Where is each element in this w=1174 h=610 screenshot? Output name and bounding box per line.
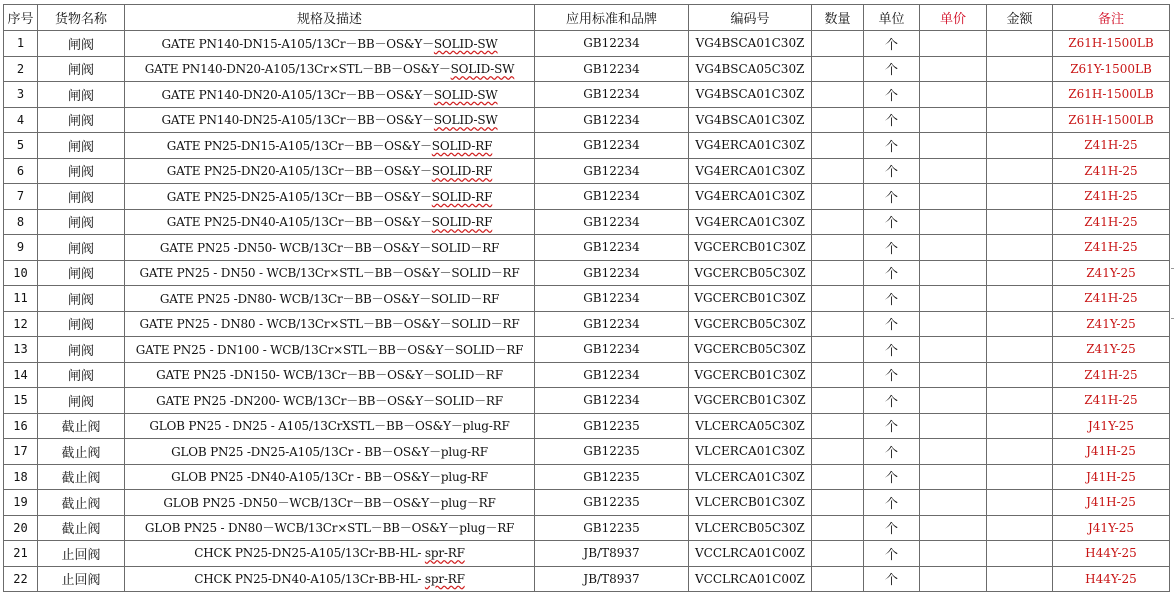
cell-price[interactable] bbox=[920, 413, 987, 439]
cell-price[interactable] bbox=[920, 311, 987, 337]
cell-spec[interactable] bbox=[125, 260, 535, 286]
cell-seq[interactable]: 17 bbox=[4, 439, 38, 465]
table-row bbox=[4, 566, 1170, 592]
cell-price[interactable] bbox=[920, 209, 987, 235]
cell-name[interactable]: 闸阀 bbox=[38, 362, 125, 388]
cell-remark[interactable]: Z61H-1500LB bbox=[1053, 31, 1170, 57]
cell-qty[interactable] bbox=[812, 286, 864, 312]
spec-text: CHCK PN25-DN40-A105/13Cr-BB-HL- bbox=[194, 571, 425, 586]
cell-amount[interactable] bbox=[987, 311, 1053, 337]
cell-remark[interactable]: J41H-25 bbox=[1053, 464, 1170, 490]
cell-std[interactable]: GB12234 bbox=[535, 388, 689, 414]
cell-remark[interactable]: H44Y-25 bbox=[1053, 541, 1170, 567]
cell-remark[interactable]: J41H-25 bbox=[1053, 490, 1170, 516]
cell-code[interactable]: VG4BSCA01C30Z bbox=[689, 107, 812, 133]
cell-code[interactable]: VG4BSCA05C30Z bbox=[689, 56, 812, 82]
cell-price[interactable] bbox=[920, 515, 987, 541]
cell-code[interactable]: VCCLRCA01C00Z bbox=[689, 541, 812, 567]
cell-name[interactable]: 闸阀 bbox=[38, 56, 125, 82]
spec-text: GATE PN140-DN20-A105/13Cr－BB－OS&Y－ bbox=[161, 87, 434, 102]
cell-seq[interactable]: 15 bbox=[4, 388, 38, 414]
header-std[interactable]: 应用标准和品牌 bbox=[535, 5, 689, 31]
cell-price[interactable] bbox=[920, 286, 987, 312]
cell-std[interactable]: GB12234 bbox=[535, 184, 689, 210]
cell-spec[interactable] bbox=[125, 388, 535, 414]
spec-text: GLOB PN25 -DN25-A105/13Cr - BB－OS&Y－plug-RF bbox=[171, 444, 488, 459]
cell-spec[interactable] bbox=[125, 133, 535, 159]
cell-std[interactable]: GB12234 bbox=[535, 56, 689, 82]
cell-name[interactable]: 止回阀 bbox=[38, 541, 125, 567]
cell-code[interactable]: VLCERCA05C30Z bbox=[689, 413, 812, 439]
cell-price[interactable] bbox=[920, 235, 987, 261]
cell-spec[interactable] bbox=[125, 158, 535, 184]
cell-remark[interactable]: Z41H-25 bbox=[1053, 362, 1170, 388]
cell-unit[interactable]: 个 bbox=[864, 566, 920, 592]
cell-qty[interactable] bbox=[812, 388, 864, 414]
cell-seq[interactable]: 13 bbox=[4, 337, 38, 363]
cell-std[interactable]: GB12234 bbox=[535, 82, 689, 108]
cell-seq[interactable]: 7 bbox=[4, 184, 38, 210]
cell-code[interactable]: VCCLRCA01C00Z bbox=[689, 566, 812, 592]
cell-price[interactable] bbox=[920, 56, 987, 82]
spec-spellcheck-text: spr-RF bbox=[424, 546, 465, 561]
spec-spellcheck-text: spr-RF bbox=[424, 571, 465, 586]
cell-seq[interactable]: 5 bbox=[4, 133, 38, 159]
cell-amount[interactable] bbox=[987, 490, 1053, 516]
cell-code[interactable]: VLCERCB05C30Z bbox=[689, 515, 812, 541]
cell-price[interactable] bbox=[920, 107, 987, 133]
cell-price[interactable] bbox=[920, 133, 987, 159]
cell-amount[interactable] bbox=[987, 107, 1053, 133]
cell-code[interactable]: VG4BSCA01C30Z bbox=[689, 31, 812, 57]
cell-std[interactable]: GB12234 bbox=[535, 337, 689, 363]
cell-amount[interactable] bbox=[987, 184, 1053, 210]
cell-qty[interactable] bbox=[812, 184, 864, 210]
table-row bbox=[4, 286, 1170, 312]
cell-remark[interactable]: Z41Y-25 bbox=[1053, 311, 1170, 337]
spec-text: GATE PN25-DN15-A105/13Cr－BB－OS&Y－ bbox=[166, 138, 432, 153]
cell-name[interactable]: 截止阀 bbox=[38, 464, 125, 490]
cell-name[interactable]: 闸阀 bbox=[38, 184, 125, 210]
cell-spec[interactable] bbox=[125, 311, 535, 337]
cell-unit[interactable]: 个 bbox=[864, 388, 920, 414]
cell-std[interactable]: GB12235 bbox=[535, 490, 689, 516]
cell-qty[interactable] bbox=[812, 209, 864, 235]
cell-remark[interactable]: Z41H-25 bbox=[1053, 209, 1170, 235]
header-remark[interactable]: 备注 bbox=[1053, 5, 1170, 31]
spec-text: GATE PN25 -DN80- WCB/13Cr－BB－OS&Y－SOLID－RF bbox=[159, 291, 500, 306]
spec-text: GATE PN25 - DN50 - WCB/13Cr×STL－BB－OS&Y－SOLID－RF bbox=[139, 266, 520, 281]
cell-amount[interactable] bbox=[987, 209, 1053, 235]
cell-spec[interactable] bbox=[125, 184, 535, 210]
cell-spec[interactable] bbox=[125, 82, 535, 108]
header-qty[interactable]: 数量 bbox=[812, 5, 864, 31]
cell-amount[interactable] bbox=[987, 82, 1053, 108]
cell-qty[interactable] bbox=[812, 311, 864, 337]
cell-seq[interactable]: 9 bbox=[4, 235, 38, 261]
cell-qty[interactable] bbox=[812, 260, 864, 286]
cell-remark[interactable]: Z41H-25 bbox=[1053, 388, 1170, 414]
cell-spec[interactable] bbox=[125, 56, 535, 82]
table-row bbox=[4, 515, 1170, 541]
cell-spec[interactable] bbox=[125, 235, 535, 261]
cell-code[interactable]: VLCERCB01C30Z bbox=[689, 490, 812, 516]
spec-text: GLOB PN25 -DN50－WCB/13Cr－BB－OS&Y－plug－RF bbox=[163, 495, 496, 510]
cell-remark[interactable]: H44Y-25 bbox=[1053, 566, 1170, 592]
cell-qty[interactable] bbox=[812, 439, 864, 465]
cell-price[interactable] bbox=[920, 362, 987, 388]
cell-price[interactable] bbox=[920, 158, 987, 184]
cell-unit[interactable]: 个 bbox=[864, 31, 920, 57]
cell-code[interactable]: VGCERCB01C30Z bbox=[689, 235, 812, 261]
cell-qty[interactable] bbox=[812, 464, 864, 490]
cell-std[interactable]: GB12235 bbox=[535, 515, 689, 541]
cell-qty[interactable] bbox=[812, 337, 864, 363]
cell-remark[interactable]: J41Y-25 bbox=[1053, 413, 1170, 439]
cell-spec[interactable] bbox=[125, 490, 535, 516]
cell-spec[interactable] bbox=[125, 107, 535, 133]
cell-code[interactable]: VGCERCB01C30Z bbox=[689, 362, 812, 388]
spec-text: GATE PN25 -DN150- WCB/13Cr－BB－OS&Y－SOLID－RF bbox=[156, 368, 503, 383]
cell-code[interactable]: VGCERCB01C30Z bbox=[689, 388, 812, 414]
cell-name[interactable]: 截止阀 bbox=[38, 515, 125, 541]
cell-spec[interactable] bbox=[125, 31, 535, 57]
cell-std[interactable]: GB12234 bbox=[535, 133, 689, 159]
cell-seq[interactable]: 14 bbox=[4, 362, 38, 388]
cell-spec[interactable] bbox=[125, 413, 535, 439]
spec-text: GATE PN25-DN20-A105/13Cr－BB－OS&Y－ bbox=[166, 164, 432, 179]
spec-text: CHCK PN25-DN25-A105/13Cr-BB-HL- bbox=[194, 546, 425, 561]
cell-std[interactable]: JB/T8937 bbox=[535, 541, 689, 567]
cell-amount[interactable] bbox=[987, 235, 1053, 261]
header-name[interactable]: 货物名称 bbox=[38, 5, 125, 31]
cell-amount[interactable] bbox=[987, 541, 1053, 567]
spec-text: GLOB PN25 - DN25 - A105/13CrXSTL－BB－OS&Y－plug-RF bbox=[149, 419, 510, 434]
table-row bbox=[4, 337, 1170, 363]
cell-name[interactable]: 闸阀 bbox=[38, 235, 125, 261]
cell-seq[interactable]: 8 bbox=[4, 209, 38, 235]
table-row bbox=[4, 209, 1170, 235]
cell-qty[interactable] bbox=[812, 133, 864, 159]
cell-spec[interactable] bbox=[125, 515, 535, 541]
cell-unit[interactable]: 个 bbox=[864, 439, 920, 465]
cell-unit[interactable]: 个 bbox=[864, 362, 920, 388]
cell-price[interactable] bbox=[920, 439, 987, 465]
cell-unit[interactable]: 个 bbox=[864, 158, 920, 184]
cell-amount[interactable] bbox=[987, 133, 1053, 159]
spec-text: GATE PN25 - DN80 - WCB/13Cr×STL－BB－OS&Y－SOLID－RF bbox=[139, 317, 520, 332]
cell-price[interactable] bbox=[920, 490, 987, 516]
cell-amount[interactable] bbox=[987, 515, 1053, 541]
cell-remark[interactable]: Z41H-25 bbox=[1053, 158, 1170, 184]
cell-std[interactable]: GB12234 bbox=[535, 311, 689, 337]
cell-unit[interactable]: 个 bbox=[864, 209, 920, 235]
cell-remark[interactable]: Z41Y-25 bbox=[1053, 337, 1170, 363]
spec-spellcheck-text: SOLID-SW bbox=[433, 87, 498, 102]
cell-amount[interactable] bbox=[987, 464, 1053, 490]
cell-std[interactable]: GB12235 bbox=[535, 439, 689, 465]
cell-seq[interactable]: 19 bbox=[4, 490, 38, 516]
table-row bbox=[4, 541, 1170, 567]
cell-code[interactable]: VG4BSCA01C30Z bbox=[689, 82, 812, 108]
cell-remark[interactable]: Z61H-1500LB bbox=[1053, 82, 1170, 108]
cell-name[interactable]: 闸阀 bbox=[38, 286, 125, 312]
spec-text: GLOB PN25 -DN40-A105/13Cr - BB－OS&Y－plug-RF bbox=[171, 470, 488, 485]
cell-unit[interactable]: 个 bbox=[864, 56, 920, 82]
cell-code[interactable]: VG4ERCA01C30Z bbox=[689, 158, 812, 184]
table-row bbox=[4, 107, 1170, 133]
cell-spec[interactable] bbox=[125, 566, 535, 592]
cell-name[interactable]: 闸阀 bbox=[38, 158, 125, 184]
cell-qty[interactable] bbox=[812, 82, 864, 108]
cell-unit[interactable]: 个 bbox=[864, 490, 920, 516]
cell-remark[interactable]: J41H-25 bbox=[1053, 439, 1170, 465]
cell-amount[interactable] bbox=[987, 56, 1053, 82]
spec-text: GATE PN140-DN15-A105/13Cr－BB－OS&Y－ bbox=[161, 36, 434, 51]
cell-std[interactable]: GB12234 bbox=[535, 31, 689, 57]
spec-text: GATE PN25 -DN200- WCB/13Cr－BB－OS&Y－SOLID－RF bbox=[156, 393, 503, 408]
cell-price[interactable] bbox=[920, 541, 987, 567]
spec-text: GATE PN25 -DN50- WCB/13Cr－BB－OS&Y－SOLID－RF bbox=[159, 240, 500, 255]
table-row bbox=[4, 31, 1170, 57]
cell-unit[interactable]: 个 bbox=[864, 311, 920, 337]
cell-unit[interactable]: 个 bbox=[864, 184, 920, 210]
cell-price[interactable] bbox=[920, 82, 987, 108]
header-spec[interactable]: 规格及描述 bbox=[125, 5, 535, 31]
cell-seq[interactable]: 10 bbox=[4, 260, 38, 286]
table-row bbox=[4, 388, 1170, 414]
cell-seq[interactable]: 2 bbox=[4, 56, 38, 82]
cell-spec[interactable] bbox=[125, 439, 535, 465]
cell-code[interactable]: VG4ERCA01C30Z bbox=[689, 133, 812, 159]
cell-qty[interactable] bbox=[812, 541, 864, 567]
table-row bbox=[4, 260, 1170, 286]
cell-spec[interactable] bbox=[125, 337, 535, 363]
spec-text: GATE PN140-DN20-A105/13Cr×STL－BB－OS&Y－ bbox=[144, 62, 451, 77]
cell-name[interactable]: 闸阀 bbox=[38, 337, 125, 363]
cell-unit[interactable]: 个 bbox=[864, 133, 920, 159]
cell-unit[interactable]: 个 bbox=[864, 541, 920, 567]
cell-name[interactable]: 闸阀 bbox=[38, 133, 125, 159]
cell-name[interactable]: 截止阀 bbox=[38, 413, 125, 439]
cell-name[interactable]: 闸阀 bbox=[38, 388, 125, 414]
spec-spellcheck-text: SOLID-SW bbox=[450, 62, 515, 77]
cell-remark[interactable]: Z41H-25 bbox=[1053, 235, 1170, 261]
spec-spellcheck-text: SOLID-RF bbox=[431, 189, 493, 204]
cell-amount[interactable] bbox=[987, 286, 1053, 312]
cell-remark[interactable]: J41Y-25 bbox=[1053, 515, 1170, 541]
header-seq[interactable]: 序号 bbox=[4, 5, 38, 31]
cell-price[interactable] bbox=[920, 31, 987, 57]
cell-code[interactable]: VG4ERCA01C30Z bbox=[689, 184, 812, 210]
cell-amount[interactable] bbox=[987, 158, 1053, 184]
table-row bbox=[4, 184, 1170, 210]
cell-name[interactable]: 闸阀 bbox=[38, 311, 125, 337]
cell-std[interactable]: GB12234 bbox=[535, 362, 689, 388]
cell-amount[interactable] bbox=[987, 439, 1053, 465]
cell-spec[interactable] bbox=[125, 541, 535, 567]
cell-qty[interactable] bbox=[812, 413, 864, 439]
cell-code[interactable]: VLCERCA01C30Z bbox=[689, 439, 812, 465]
cell-remark[interactable]: Z41H-25 bbox=[1053, 133, 1170, 159]
cell-seq[interactable]: 20 bbox=[4, 515, 38, 541]
cell-std[interactable]: GB12234 bbox=[535, 235, 689, 261]
cell-unit[interactable]: 个 bbox=[864, 464, 920, 490]
cell-seq[interactable]: 21 bbox=[4, 541, 38, 567]
cell-remark[interactable]: Z41H-25 bbox=[1053, 286, 1170, 312]
spec-spellcheck-text: SOLID-SW bbox=[433, 113, 498, 128]
cell-unit[interactable]: 个 bbox=[864, 286, 920, 312]
spec-spellcheck-text: SOLID-RF bbox=[431, 164, 493, 179]
spec-text: GATE PN140-DN25-A105/13Cr－BB－OS&Y－ bbox=[161, 113, 434, 128]
cell-seq[interactable]: 1 bbox=[4, 31, 38, 57]
cell-name[interactable]: 截止阀 bbox=[38, 490, 125, 516]
header-price[interactable]: 单价 bbox=[920, 5, 987, 31]
cell-amount[interactable] bbox=[987, 337, 1053, 363]
cell-seq[interactable]: 12 bbox=[4, 311, 38, 337]
cell-qty[interactable] bbox=[812, 158, 864, 184]
cell-qty[interactable] bbox=[812, 490, 864, 516]
header-row bbox=[4, 5, 1170, 31]
cell-seq[interactable]: 6 bbox=[4, 158, 38, 184]
cell-price[interactable] bbox=[920, 388, 987, 414]
cell-qty[interactable] bbox=[812, 31, 864, 57]
cell-price[interactable] bbox=[920, 184, 987, 210]
cell-unit[interactable]: 个 bbox=[864, 413, 920, 439]
cell-seq[interactable]: 18 bbox=[4, 464, 38, 490]
cell-seq[interactable]: 11 bbox=[4, 286, 38, 312]
cell-name[interactable]: 闸阀 bbox=[38, 209, 125, 235]
cell-std[interactable]: GB12234 bbox=[535, 209, 689, 235]
cell-std[interactable]: GB12234 bbox=[535, 158, 689, 184]
table-row bbox=[4, 490, 1170, 516]
header-code[interactable]: 编码号 bbox=[689, 5, 812, 31]
spec-text: GLOB PN25 - DN80－WCB/13Cr×STL－BB－OS&Y－plug－RF bbox=[144, 521, 515, 536]
cell-seq[interactable]: 4 bbox=[4, 107, 38, 133]
spec-spellcheck-text: SOLID-RF bbox=[431, 138, 493, 153]
table-row bbox=[4, 235, 1170, 261]
cell-unit[interactable]: 个 bbox=[864, 515, 920, 541]
header-amount[interactable]: 金额 bbox=[987, 5, 1053, 31]
cell-unit[interactable]: 个 bbox=[864, 235, 920, 261]
table-row bbox=[4, 464, 1170, 490]
cell-name[interactable]: 闸阀 bbox=[38, 31, 125, 57]
cell-std[interactable]: GB12234 bbox=[535, 286, 689, 312]
cell-unit[interactable]: 个 bbox=[864, 260, 920, 286]
cell-amount[interactable] bbox=[987, 566, 1053, 592]
table-row bbox=[4, 82, 1170, 108]
cell-price[interactable] bbox=[920, 260, 987, 286]
cell-qty[interactable] bbox=[812, 566, 864, 592]
table-row bbox=[4, 362, 1170, 388]
cell-name[interactable]: 止回阀 bbox=[38, 566, 125, 592]
cell-price[interactable] bbox=[920, 464, 987, 490]
cell-qty[interactable] bbox=[812, 515, 864, 541]
cell-amount[interactable] bbox=[987, 362, 1053, 388]
spec-text: GATE PN25 - DN100 - WCB/13Cr×STL－BB－OS&Y－SOLID－RF bbox=[135, 342, 524, 357]
cell-name[interactable]: 闸阀 bbox=[38, 107, 125, 133]
cell-std[interactable]: JB/T8937 bbox=[535, 566, 689, 592]
cell-price[interactable] bbox=[920, 337, 987, 363]
cell-price[interactable] bbox=[920, 566, 987, 592]
cell-amount[interactable] bbox=[987, 260, 1053, 286]
table-row bbox=[4, 56, 1170, 82]
cell-amount[interactable] bbox=[987, 388, 1053, 414]
cell-name[interactable]: 截止阀 bbox=[38, 439, 125, 465]
spec-text: GATE PN25-DN40-A105/13Cr－BB－OS&Y－ bbox=[166, 215, 432, 230]
table-row bbox=[4, 133, 1170, 159]
cell-std[interactable]: GB12235 bbox=[535, 464, 689, 490]
cell-code[interactable]: VGCERCB05C30Z bbox=[689, 337, 812, 363]
spec-spellcheck-text: SOLID-SW bbox=[433, 36, 498, 51]
table-row bbox=[4, 413, 1170, 439]
cell-code[interactable]: VLCERCA01C30Z bbox=[689, 464, 812, 490]
cell-qty[interactable] bbox=[812, 107, 864, 133]
cell-std[interactable]: GB12234 bbox=[535, 260, 689, 286]
spec-spellcheck-text: SOLID-RF bbox=[431, 215, 493, 230]
cell-unit[interactable]: 个 bbox=[864, 82, 920, 108]
table-row bbox=[4, 311, 1170, 337]
cell-qty[interactable] bbox=[812, 56, 864, 82]
table-row bbox=[4, 439, 1170, 465]
cell-seq[interactable]: 16 bbox=[4, 413, 38, 439]
valve-spec-table bbox=[3, 4, 1170, 592]
cell-name[interactable]: 闸阀 bbox=[38, 260, 125, 286]
cell-code[interactable]: VGCERCB05C30Z bbox=[689, 311, 812, 337]
header-unit[interactable]: 单位 bbox=[864, 5, 920, 31]
cell-code[interactable]: VGCERCB01C30Z bbox=[689, 286, 812, 312]
cell-seq[interactable]: 3 bbox=[4, 82, 38, 108]
cell-std[interactable]: GB12234 bbox=[535, 107, 689, 133]
cell-amount[interactable] bbox=[987, 413, 1053, 439]
table-row bbox=[4, 158, 1170, 184]
cell-seq[interactable]: 22 bbox=[4, 566, 38, 592]
cell-remark[interactable]: Z41H-25 bbox=[1053, 184, 1170, 210]
cell-remark[interactable]: Z41Y-25 bbox=[1053, 260, 1170, 286]
cell-qty[interactable] bbox=[812, 362, 864, 388]
cell-spec[interactable] bbox=[125, 209, 535, 235]
cell-unit[interactable]: 个 bbox=[864, 107, 920, 133]
cell-unit[interactable]: 个 bbox=[864, 337, 920, 363]
cell-qty[interactable] bbox=[812, 235, 864, 261]
cell-remark[interactable]: Z61Y-1500LB bbox=[1053, 56, 1170, 82]
cell-name[interactable]: 闸阀 bbox=[38, 82, 125, 108]
cell-remark[interactable]: Z61H-1500LB bbox=[1053, 107, 1170, 133]
cell-spec[interactable] bbox=[125, 286, 535, 312]
cell-code[interactable]: VG4ERCA01C30Z bbox=[689, 209, 812, 235]
cell-spec[interactable] bbox=[125, 464, 535, 490]
cell-std[interactable]: GB12235 bbox=[535, 413, 689, 439]
cell-spec[interactable] bbox=[125, 362, 535, 388]
cell-amount[interactable] bbox=[987, 31, 1053, 57]
cell-code[interactable]: VGCERCB05C30Z bbox=[689, 260, 812, 286]
spec-text: GATE PN25-DN25-A105/13Cr－BB－OS&Y－ bbox=[166, 189, 432, 204]
